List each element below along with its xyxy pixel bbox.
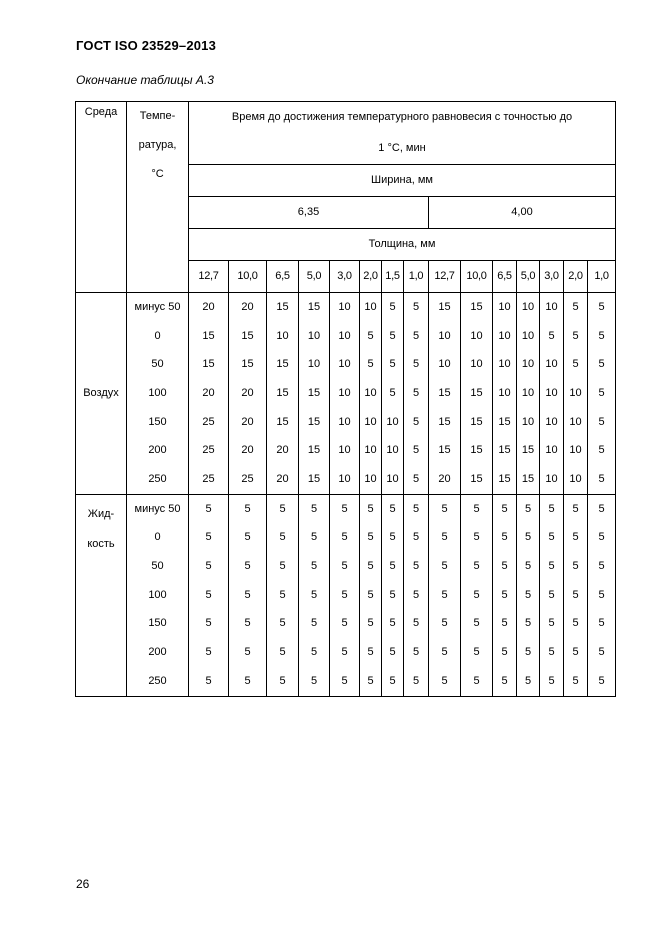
time-value-cell: 5 [189, 494, 229, 523]
time-value-cell: 5 [564, 581, 588, 610]
time-value-cell: 10 [517, 379, 540, 408]
time-value-cell: 5 [229, 524, 267, 553]
temperature-cell: 50 [127, 350, 189, 379]
time-value-cell: 5 [588, 408, 616, 437]
time-value-cell: 5 [517, 667, 540, 696]
time-value-cell: 5 [404, 494, 429, 523]
time-value-cell: 10 [517, 322, 540, 351]
time-value-cell: 5 [360, 610, 382, 639]
time-value-cell: 5 [404, 667, 429, 696]
time-value-cell: 5 [517, 610, 540, 639]
temperature-cell: 150 [127, 408, 189, 437]
time-value-cell: 5 [564, 322, 588, 351]
time-value-cell: 5 [540, 581, 564, 610]
time-value-cell: 10 [540, 293, 564, 322]
time-value-cell: 15 [267, 408, 299, 437]
page-number: 26 [76, 877, 90, 891]
time-value-cell: 10 [540, 379, 564, 408]
time-value-cell: 5 [330, 581, 360, 610]
time-value-cell: 5 [229, 552, 267, 581]
time-value-cell: 20 [429, 465, 461, 494]
table-row [76, 322, 616, 351]
time-value-cell: 15 [429, 436, 461, 465]
time-value-cell: 5 [189, 667, 229, 696]
time-value-cell: 5 [588, 581, 616, 610]
thickness-cell: 12,7 [189, 261, 229, 293]
time-value-cell: 10 [360, 379, 382, 408]
time-value-cell: 5 [517, 552, 540, 581]
time-value-cell: 20 [229, 293, 267, 322]
time-value-cell: 5 [517, 638, 540, 667]
time-value-cell: 5 [540, 610, 564, 639]
time-value-cell: 5 [564, 667, 588, 696]
time-value-cell: 5 [461, 494, 493, 523]
time-value-cell: 15 [299, 293, 330, 322]
time-value-cell: 15 [517, 436, 540, 465]
time-value-cell: 5 [330, 638, 360, 667]
temperature-cell: 250 [127, 465, 189, 494]
time-value-cell: 10 [330, 408, 360, 437]
time-value-cell: 15 [461, 293, 493, 322]
time-value-cell: 5 [429, 524, 461, 553]
time-value-cell: 10 [564, 408, 588, 437]
time-value-cell: 5 [493, 581, 517, 610]
time-value-cell: 5 [189, 638, 229, 667]
time-value-cell: 5 [404, 293, 429, 322]
time-value-cell: 5 [382, 293, 404, 322]
time-value-cell: 20 [267, 436, 299, 465]
time-value-cell: 5 [382, 379, 404, 408]
table-row [76, 638, 616, 667]
table-row [76, 379, 616, 408]
time-value-cell: 10 [382, 408, 404, 437]
time-value-cell: 5 [517, 494, 540, 523]
time-value-cell: 5 [429, 638, 461, 667]
time-value-cell: 5 [382, 638, 404, 667]
width-value-1: 6,35 [189, 197, 429, 229]
time-value-cell: 10 [517, 408, 540, 437]
time-value-cell: 5 [404, 581, 429, 610]
table-row [76, 667, 616, 696]
time-value-cell: 5 [404, 524, 429, 553]
time-value-cell: 5 [588, 436, 616, 465]
time-value-cell: 15 [517, 465, 540, 494]
table-row [76, 552, 616, 581]
time-value-cell: 5 [588, 465, 616, 494]
time-value-cell: 10 [330, 322, 360, 351]
time-value-cell: 5 [493, 552, 517, 581]
time-value-cell: 10 [517, 293, 540, 322]
temperature-cell: 100 [127, 581, 189, 610]
time-value-cell: 5 [429, 610, 461, 639]
media-cell [76, 293, 127, 495]
time-value-cell: 20 [189, 379, 229, 408]
time-value-cell: 10 [461, 322, 493, 351]
time-value-cell: 5 [588, 350, 616, 379]
time-value-cell: 5 [382, 322, 404, 351]
time-value-cell: 5 [330, 524, 360, 553]
time-value-cell: 5 [299, 524, 330, 553]
time-value-cell: 10 [360, 293, 382, 322]
time-value-cell: 5 [429, 667, 461, 696]
time-value-cell: 5 [267, 524, 299, 553]
time-value-cell: 10 [564, 379, 588, 408]
time-value-cell: 5 [588, 638, 616, 667]
time-value-cell: 10 [493, 322, 517, 351]
time-value-cell: 5 [564, 552, 588, 581]
time-value-cell: 5 [588, 293, 616, 322]
time-value-cell: 10 [330, 465, 360, 494]
time-value-cell: 5 [382, 581, 404, 610]
thickness-cell: 10,0 [461, 261, 493, 293]
time-value-cell: 10 [299, 350, 330, 379]
time-value-cell: 25 [229, 465, 267, 494]
time-value-cell: 5 [429, 552, 461, 581]
media-label-line: Жид- [87, 507, 115, 520]
time-value-cell: 15 [461, 436, 493, 465]
time-value-cell: 5 [267, 552, 299, 581]
thickness-cell: 1,5 [382, 261, 404, 293]
time-value-cell: 5 [299, 552, 330, 581]
time-value-cell: 5 [588, 494, 616, 523]
temperature-header-line-3: °С [151, 168, 164, 180]
table-row [76, 293, 616, 322]
time-value-cell: 20 [229, 436, 267, 465]
column-header-temperature [127, 102, 189, 293]
time-value-cell: 5 [517, 524, 540, 553]
time-value-cell: 25 [189, 465, 229, 494]
thickness-cell: 6,5 [267, 261, 299, 293]
time-value-cell: 15 [189, 322, 229, 351]
time-value-cell: 5 [588, 667, 616, 696]
time-value-cell: 5 [540, 552, 564, 581]
time-value-cell: 5 [493, 524, 517, 553]
time-value-cell: 15 [299, 379, 330, 408]
thickness-cell: 2,0 [564, 261, 588, 293]
time-value-cell: 5 [404, 379, 429, 408]
time-value-cell: 5 [360, 322, 382, 351]
time-value-cell: 5 [229, 638, 267, 667]
time-value-cell: 10 [540, 408, 564, 437]
time-value-cell: 5 [267, 581, 299, 610]
time-value-cell: 5 [382, 667, 404, 696]
document-code: ГОСТ ISO 23529–2013 [76, 38, 217, 53]
time-value-cell: 5 [267, 610, 299, 639]
time-value-cell: 10 [429, 350, 461, 379]
time-value-cell: 5 [461, 610, 493, 639]
time-value-cell: 5 [493, 667, 517, 696]
time-value-cell: 5 [429, 581, 461, 610]
time-value-cell: 10 [360, 408, 382, 437]
time-value-cell: 5 [564, 494, 588, 523]
time-value-cell: 5 [404, 408, 429, 437]
table-row [76, 350, 616, 379]
time-value-cell: 5 [229, 494, 267, 523]
temperature-cell: 100 [127, 379, 189, 408]
time-value-cell: 15 [429, 408, 461, 437]
time-value-cell: 5 [229, 581, 267, 610]
temperature-header-line-1: Темпе- [139, 110, 176, 122]
time-value-cell: 5 [404, 552, 429, 581]
width-header: Ширина, мм [189, 165, 616, 197]
time-value-cell: 5 [299, 638, 330, 667]
time-value-cell: 15 [189, 350, 229, 379]
time-value-cell: 5 [189, 524, 229, 553]
time-value-cell: 5 [540, 322, 564, 351]
time-value-cell: 15 [461, 465, 493, 494]
media-label-line: Воздух [83, 386, 119, 399]
time-value-cell: 5 [564, 610, 588, 639]
time-value-cell: 5 [360, 667, 382, 696]
column-header-media: Среда [76, 102, 127, 293]
width-value-2: 4,00 [429, 197, 616, 229]
time-value-cell: 20 [267, 465, 299, 494]
table-row [76, 610, 616, 639]
time-value-cell: 5 [461, 667, 493, 696]
time-value-cell: 10 [517, 350, 540, 379]
time-value-cell: 5 [299, 494, 330, 523]
thickness-cell: 10,0 [229, 261, 267, 293]
time-value-cell: 10 [461, 350, 493, 379]
temperature-cell: 150 [127, 610, 189, 639]
time-value-cell: 5 [588, 322, 616, 351]
time-value-cell: 5 [461, 524, 493, 553]
time-value-cell: 15 [429, 379, 461, 408]
temperature-cell: 250 [127, 667, 189, 696]
thickness-cell: 5,0 [299, 261, 330, 293]
table-caption: Окончание таблицы А.3 [76, 73, 214, 87]
time-value-cell: 5 [360, 638, 382, 667]
time-value-cell: 15 [493, 436, 517, 465]
time-value-cell: 5 [189, 581, 229, 610]
thickness-cell: 1,0 [588, 261, 616, 293]
time-value-cell: 5 [588, 610, 616, 639]
time-value-cell: 5 [330, 494, 360, 523]
table-row [76, 465, 616, 494]
media-label-line: кость [87, 537, 115, 550]
time-header-line-2: 1 °С, мин [189, 133, 616, 165]
time-value-cell: 15 [493, 465, 517, 494]
time-value-cell: 10 [540, 436, 564, 465]
time-value-cell: 5 [564, 350, 588, 379]
time-value-cell: 10 [330, 436, 360, 465]
table-row [76, 581, 616, 610]
time-value-cell: 5 [517, 581, 540, 610]
time-value-cell: 5 [382, 350, 404, 379]
time-value-cell: 15 [299, 465, 330, 494]
time-value-cell: 20 [189, 293, 229, 322]
time-value-cell: 5 [360, 524, 382, 553]
thickness-cell: 12,7 [429, 261, 461, 293]
temperature-cell: минус 50 [127, 494, 189, 523]
time-value-cell: 5 [299, 667, 330, 696]
table-row [76, 408, 616, 437]
time-value-cell: 5 [404, 322, 429, 351]
time-value-cell: 5 [404, 436, 429, 465]
time-value-cell: 5 [382, 494, 404, 523]
time-value-cell: 5 [360, 552, 382, 581]
time-value-cell: 15 [493, 408, 517, 437]
time-value-cell: 5 [330, 552, 360, 581]
table-row [76, 436, 616, 465]
time-value-cell: 15 [229, 322, 267, 351]
time-value-cell: 5 [189, 610, 229, 639]
time-value-cell: 10 [564, 465, 588, 494]
time-value-cell: 20 [229, 379, 267, 408]
time-value-cell: 5 [404, 465, 429, 494]
time-value-cell: 10 [330, 293, 360, 322]
thickness-header: Толщина, мм [189, 229, 616, 261]
time-value-cell: 20 [229, 408, 267, 437]
time-value-cell: 15 [461, 379, 493, 408]
time-value-cell: 5 [229, 667, 267, 696]
time-value-cell: 5 [493, 494, 517, 523]
temperature-cell: 200 [127, 638, 189, 667]
temperature-cell: 0 [127, 322, 189, 351]
time-value-cell: 5 [267, 494, 299, 523]
thickness-cell: 3,0 [540, 261, 564, 293]
time-value-cell: 10 [382, 436, 404, 465]
time-value-cell: 10 [493, 379, 517, 408]
time-value-cell: 15 [229, 350, 267, 379]
thickness-cell: 3,0 [330, 261, 360, 293]
time-value-cell: 5 [229, 610, 267, 639]
time-value-cell: 5 [299, 581, 330, 610]
time-value-cell: 5 [588, 524, 616, 553]
time-value-cell: 5 [267, 667, 299, 696]
time-value-cell: 5 [330, 610, 360, 639]
time-value-cell: 5 [382, 610, 404, 639]
time-value-cell: 5 [404, 350, 429, 379]
table-row [76, 524, 616, 553]
time-value-cell: 10 [330, 379, 360, 408]
time-value-cell: 5 [360, 494, 382, 523]
time-value-cell: 15 [299, 408, 330, 437]
time-value-cell: 15 [461, 408, 493, 437]
thickness-cell: 1,0 [404, 261, 429, 293]
temperature-cell: минус 50 [127, 293, 189, 322]
thickness-cell: 5,0 [517, 261, 540, 293]
time-value-cell: 10 [360, 436, 382, 465]
time-value-cell: 5 [299, 610, 330, 639]
time-value-cell: 5 [564, 638, 588, 667]
time-header-line-1: Время до достижения температурного равновесия с точностью до [189, 102, 616, 134]
time-value-cell: 5 [404, 638, 429, 667]
time-value-cell: 5 [330, 667, 360, 696]
time-value-cell: 10 [540, 465, 564, 494]
thickness-cell: 2,0 [360, 261, 382, 293]
thickness-cell: 6,5 [493, 261, 517, 293]
temperature-cell: 200 [127, 436, 189, 465]
media-cell [76, 494, 127, 696]
time-value-cell: 5 [382, 552, 404, 581]
time-value-cell: 5 [360, 350, 382, 379]
time-value-cell: 5 [540, 494, 564, 523]
temperature-cell: 0 [127, 524, 189, 553]
time-value-cell: 5 [461, 581, 493, 610]
time-value-cell: 5 [461, 638, 493, 667]
time-value-cell: 5 [267, 638, 299, 667]
table-row [76, 494, 616, 523]
time-value-cell: 10 [540, 350, 564, 379]
time-value-cell: 5 [564, 524, 588, 553]
time-value-cell: 25 [189, 408, 229, 437]
time-value-cell: 5 [461, 552, 493, 581]
time-value-cell: 5 [404, 610, 429, 639]
time-value-cell: 5 [360, 581, 382, 610]
time-value-cell: 5 [493, 638, 517, 667]
time-value-cell: 10 [382, 465, 404, 494]
time-value-cell: 10 [360, 465, 382, 494]
time-value-cell: 5 [540, 667, 564, 696]
time-value-cell: 5 [588, 379, 616, 408]
time-value-cell: 5 [189, 552, 229, 581]
time-value-cell: 15 [429, 293, 461, 322]
time-value-cell: 10 [429, 322, 461, 351]
temperature-equilibrium-table [75, 101, 616, 697]
temperature-header-line-2: ратура, [138, 139, 177, 151]
time-value-cell: 25 [189, 436, 229, 465]
time-value-cell: 5 [540, 638, 564, 667]
time-value-cell: 5 [564, 293, 588, 322]
time-value-cell: 10 [564, 436, 588, 465]
time-value-cell: 15 [267, 350, 299, 379]
time-value-cell: 15 [299, 436, 330, 465]
temperature-cell: 50 [127, 552, 189, 581]
time-value-cell: 5 [493, 610, 517, 639]
time-value-cell: 5 [588, 552, 616, 581]
time-value-cell: 10 [493, 293, 517, 322]
time-value-cell: 5 [382, 524, 404, 553]
time-value-cell: 5 [429, 494, 461, 523]
time-value-cell: 10 [330, 350, 360, 379]
time-value-cell: 15 [267, 379, 299, 408]
time-value-cell: 5 [540, 524, 564, 553]
time-value-cell: 10 [493, 350, 517, 379]
time-value-cell: 10 [299, 322, 330, 351]
time-value-cell: 10 [267, 322, 299, 351]
time-value-cell: 15 [267, 293, 299, 322]
